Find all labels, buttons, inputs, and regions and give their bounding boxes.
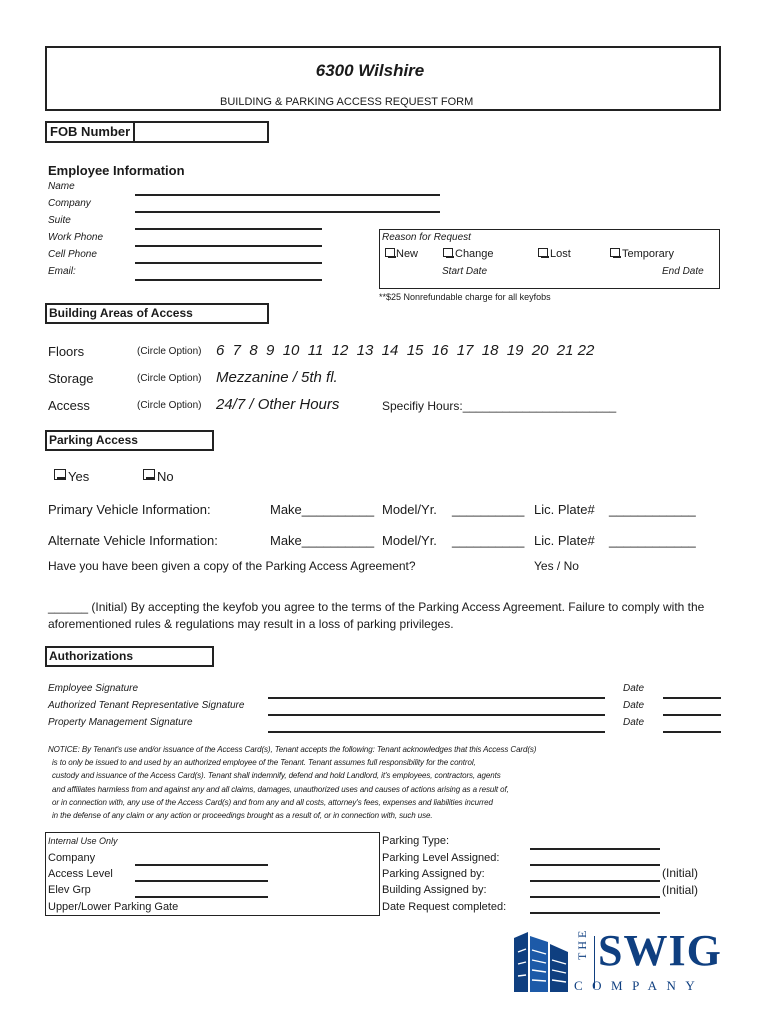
internal-access-level-label: Access Level bbox=[48, 868, 113, 880]
swig-building-logo-icon bbox=[508, 932, 574, 994]
primary-model-field[interactable]: __________ bbox=[452, 502, 525, 517]
notice-line: in the defense of any claim or any action or proceedings brought as a result of, or in connection with, such use. bbox=[52, 811, 433, 821]
employee-company-label: Company bbox=[48, 198, 91, 209]
reason-lost-checkbox[interactable] bbox=[538, 248, 548, 257]
agreement-question: Have you have been given a copy of the Parking Access Agreement? bbox=[48, 559, 416, 573]
notice-line: NOTICE: By Tenant's use and/or issuance of the Access Card(s), Tenant accepts the following: Tenant acknowledges that this Access Card(s) bbox=[48, 745, 537, 754]
access-options[interactable]: 24/7 / Other Hours bbox=[216, 396, 340, 413]
internal-company-field[interactable] bbox=[135, 864, 268, 866]
property-mgmt-signature-label: Property Management Signature bbox=[48, 717, 193, 728]
reason-title: Reason for Request bbox=[382, 232, 471, 243]
initial-agreement-text: ______ (Initial) By accepting the keyfob you agree to the terms of the Parking Access Agreement. Failure to comply with the aforementioned rules & regulations may result in a loss of parking privileges. bbox=[48, 600, 705, 631]
internal-access-level-field[interactable] bbox=[135, 880, 268, 882]
fob-label: FOB Number bbox=[50, 124, 131, 139]
internal-parking-gate-label: Upper/Lower Parking Gate bbox=[48, 901, 179, 913]
reason-lost-label: Lost bbox=[550, 248, 571, 260]
employee-email-label: Email: bbox=[48, 266, 76, 277]
reason-change-label: Change bbox=[455, 248, 494, 260]
building-heading: Building Areas of Access bbox=[49, 306, 193, 320]
employee-work-phone-label: Work Phone bbox=[48, 232, 104, 243]
tenant-rep-date-label: Date bbox=[623, 700, 645, 711]
logo-swig-text: SWIG bbox=[598, 926, 722, 975]
form-subtitle: BUILDING & PARKING ACCESS REQUEST FORM bbox=[220, 96, 474, 108]
notice-block bbox=[48, 743, 536, 822]
employee-cell-phone-label: Cell Phone bbox=[48, 249, 97, 260]
reason-new-label: New bbox=[396, 248, 419, 260]
employee-suite-label: Suite bbox=[48, 215, 71, 226]
floors-hint: (Circle Option) bbox=[137, 346, 202, 357]
notice-line: or in connection with, any use of the Access Card(s) and from any and all costs, attorney's fees, expenses and liabilities incurred bbox=[52, 797, 493, 807]
employee-suite-field[interactable] bbox=[135, 228, 322, 230]
primary-plate-label: Lic. Plate# bbox=[534, 502, 595, 517]
internal-use-heading: Internal Use Only bbox=[48, 836, 118, 846]
internal-elev-grp-field[interactable] bbox=[135, 896, 268, 898]
storage-hint: (Circle Option) bbox=[137, 373, 202, 384]
alternate-vehicle-label: Alternate Vehicle Information: bbox=[48, 533, 218, 548]
building-assigned-by-field[interactable] bbox=[530, 896, 660, 898]
property-mgmt-date-label: Date bbox=[623, 717, 645, 728]
employee-name-field[interactable] bbox=[135, 194, 440, 196]
alternate-make-field[interactable]: Make__________ bbox=[270, 533, 375, 548]
agreement-yes-no[interactable]: Yes / No bbox=[534, 559, 579, 573]
end-date-label: End Date bbox=[662, 266, 704, 277]
employee-name-label: Name bbox=[48, 181, 75, 192]
parking-type-label: Parking Type: bbox=[382, 835, 450, 847]
logo-company-text: COMPANY bbox=[574, 978, 705, 993]
employee-date-label: Date bbox=[623, 683, 645, 694]
reason-new-checkbox[interactable] bbox=[385, 248, 395, 257]
property-mgmt-signature-field[interactable] bbox=[268, 731, 605, 733]
specify-hours-field[interactable]: Specifiy Hours:_______________________ bbox=[382, 399, 617, 413]
parking-no-checkbox[interactable] bbox=[143, 469, 155, 480]
start-date-label: Start Date bbox=[442, 266, 488, 277]
building-assigned-by-label: Building Assigned by: bbox=[382, 884, 487, 896]
parking-type-field[interactable] bbox=[530, 848, 660, 850]
logo-the-text: THE bbox=[575, 927, 589, 960]
primary-vehicle-label: Primary Vehicle Information: bbox=[48, 502, 211, 517]
primary-plate-field[interactable]: ____________ bbox=[609, 502, 696, 517]
employee-work-phone-field[interactable] bbox=[135, 245, 322, 247]
primary-model-label: Model/Yr. bbox=[382, 502, 437, 517]
parking-yes-label: Yes bbox=[68, 469, 90, 484]
date-request-completed-label: Date Request completed: bbox=[382, 901, 507, 913]
floors-label: Floors bbox=[48, 344, 85, 359]
keyfob-charge-note: **$25 Nonrefundable charge for all keyfobs bbox=[379, 292, 551, 302]
alternate-model-field[interactable]: __________ bbox=[452, 533, 525, 548]
employee-signature-field[interactable] bbox=[268, 697, 605, 699]
reason-change-checkbox[interactable] bbox=[443, 248, 453, 257]
parking-level-field[interactable] bbox=[530, 864, 660, 866]
internal-company-label: Company bbox=[48, 852, 96, 864]
notice-line: is to only be issued to and used by an authorized employee of the Tenant. Tenant assumes full responsibility for the control, bbox=[52, 758, 476, 768]
parking-assigned-by-field[interactable] bbox=[530, 880, 660, 882]
storage-options[interactable]: Mezzanine / 5th fl. bbox=[216, 369, 338, 386]
date-request-completed-field[interactable] bbox=[530, 912, 660, 914]
tenant-rep-signature-label: Authorized Tenant Representative Signature bbox=[48, 700, 245, 711]
fob-number-input[interactable] bbox=[133, 121, 269, 143]
parking-level-label: Parking Level Assigned: bbox=[382, 852, 500, 864]
form-title: 6300 Wilshire bbox=[315, 61, 425, 80]
access-label: Access bbox=[48, 398, 90, 413]
employee-company-field[interactable] bbox=[135, 211, 440, 213]
parking-assigned-by-label: Parking Assigned by: bbox=[382, 868, 485, 880]
alternate-plate-field[interactable]: ____________ bbox=[609, 533, 696, 548]
reason-temporary-checkbox[interactable] bbox=[610, 248, 620, 257]
parking-initial-label: (Initial) bbox=[662, 866, 699, 880]
employee-cell-phone-field[interactable] bbox=[135, 262, 322, 264]
auth-heading: Authorizations bbox=[49, 649, 133, 663]
notice-line: custody and issuance of the Access Card(s). Tenant shall indemnify, defend and hold Landlord, it's employees, contractors, agents bbox=[52, 771, 501, 781]
notice-line: and affiliates harmless from and against any and all claims, damages, unauthorized uses and causes of actions arising as a result of, bbox=[52, 784, 509, 794]
floors-options[interactable]: 6 7 8 9 10 11 12 13 14 15 16 17 18 19 20 21 22 bbox=[216, 342, 595, 359]
reason-temporary-label: Temporary bbox=[622, 248, 674, 260]
storage-label: Storage bbox=[48, 371, 94, 386]
employee-heading: Employee Information bbox=[48, 163, 185, 178]
alternate-model-label: Model/Yr. bbox=[382, 533, 437, 548]
parking-yes-checkbox[interactable] bbox=[54, 469, 66, 480]
property-mgmt-date-field[interactable] bbox=[663, 731, 721, 733]
parking-heading: Parking Access bbox=[49, 433, 138, 447]
primary-make-field[interactable]: Make__________ bbox=[270, 502, 375, 517]
internal-elev-grp-label: Elev Grp bbox=[48, 884, 91, 896]
alternate-plate-label: Lic. Plate# bbox=[534, 533, 595, 548]
employee-email-field[interactable] bbox=[135, 279, 322, 281]
building-initial-label: (Initial) bbox=[662, 883, 699, 897]
parking-no-label: No bbox=[157, 469, 174, 484]
tenant-rep-date-field[interactable] bbox=[663, 714, 721, 716]
employee-signature-label: Employee Signature bbox=[48, 683, 139, 694]
employee-date-field[interactable] bbox=[663, 697, 721, 699]
tenant-rep-signature-field[interactable] bbox=[268, 714, 605, 716]
access-hint: (Circle Option) bbox=[137, 400, 202, 411]
